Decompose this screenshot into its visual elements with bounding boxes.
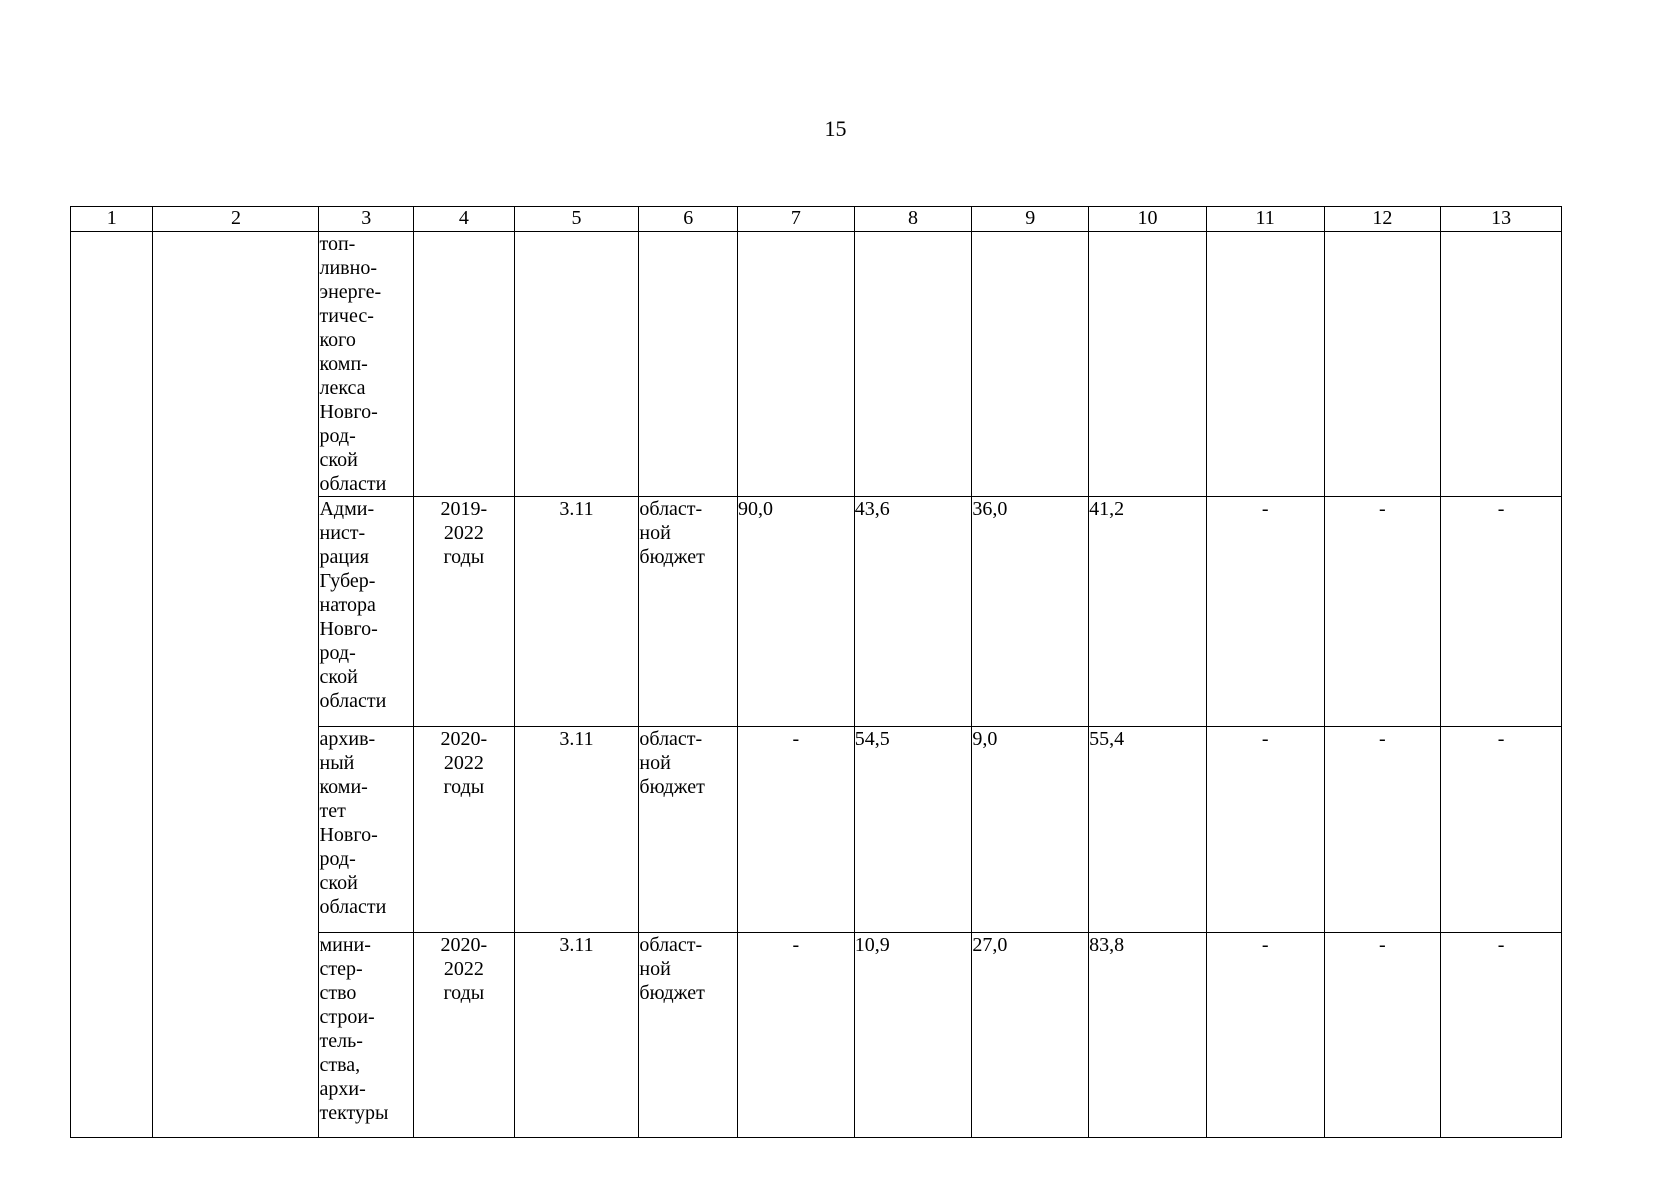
value-cell-11: - (1206, 497, 1324, 727)
cell-text-line: 2020- (440, 934, 488, 956)
executor-cell (319, 727, 414, 933)
value-cell-9: 36,0 (972, 497, 1089, 727)
executor-text (319, 727, 413, 919)
cell-text-line: мини- (319, 934, 371, 956)
source-text (639, 497, 737, 569)
term-text (414, 933, 514, 1005)
cell-text-line: строи- (319, 1006, 375, 1028)
value-cell-8: 10,9 (854, 933, 972, 1138)
value-cell-12: - (1324, 497, 1441, 727)
cell-text-line: ской (319, 872, 358, 894)
cell-text-line: ной (639, 752, 671, 774)
value-cell-10: 83,8 (1089, 933, 1207, 1138)
cell-text-line: тичес- (319, 305, 374, 327)
cell-text-line: Новго- (319, 824, 378, 846)
cell-text-line: област- (639, 498, 703, 520)
cell-text-line: 2022 (443, 958, 484, 980)
cell-text-line: 2020- (440, 728, 488, 750)
term-text (414, 497, 514, 569)
cell-text-line: род- (319, 642, 356, 664)
cell-text-line: натора (319, 594, 376, 616)
cell-text-line: област- (639, 728, 703, 750)
cell-text-line: ской (319, 666, 358, 688)
cell-text-line: Новго- (319, 618, 378, 640)
cell-text-line: ской (319, 449, 358, 471)
column-header: 12 (1324, 207, 1441, 232)
source-cell (639, 727, 738, 933)
column-header: 11 (1206, 207, 1324, 232)
column-header: 8 (854, 207, 972, 232)
term-cell (414, 232, 515, 497)
cell-col-1 (71, 232, 153, 1138)
cell-text-line: рация (319, 546, 369, 568)
cell-text-line: энерге- (319, 281, 382, 303)
value-cell-8 (854, 232, 972, 497)
cell-text-line: Губер- (319, 570, 376, 592)
indicator-cell: 3.11 (514, 933, 639, 1138)
executor-text (319, 497, 413, 713)
column-header: 13 (1441, 207, 1562, 232)
value-cell-12: - (1324, 933, 1441, 1138)
column-header: 9 (972, 207, 1089, 232)
cell-text-line: ство (319, 982, 357, 1004)
cell-text-line: област- (639, 934, 703, 956)
value-cell-11 (1206, 232, 1324, 497)
cell-text-line: архи- (319, 1078, 366, 1100)
value-cell-13: - (1441, 727, 1562, 933)
program-table (70, 206, 1562, 1138)
source-text (639, 727, 737, 799)
header-row (71, 207, 1562, 232)
cell-text-line: кого (319, 329, 356, 351)
executor-cell (319, 232, 414, 497)
column-header: 3 (319, 207, 414, 232)
cell-text-line: ной (639, 958, 671, 980)
source-cell (639, 232, 738, 497)
executor-text (319, 933, 413, 1125)
indicator-cell (514, 232, 639, 497)
executor-text (319, 232, 413, 496)
cell-text-line: род- (319, 848, 356, 870)
value-cell-13 (1441, 232, 1562, 497)
cell-text-line: архив- (319, 728, 376, 750)
source-cell (639, 497, 738, 727)
value-cell-9 (972, 232, 1089, 497)
value-cell-8: 54,5 (854, 727, 972, 933)
cell-text-line: 2019- (440, 498, 488, 520)
cell-text-line: тектуры (319, 1102, 389, 1124)
cell-text-line: лекса (319, 377, 366, 399)
cell-text-line: годы (443, 776, 485, 798)
cell-text-line: тель- (319, 1030, 363, 1052)
cell-text-line: области (319, 896, 387, 918)
value-cell-11: - (1206, 933, 1324, 1138)
source-cell (639, 933, 738, 1138)
cell-text-line: тет (319, 800, 346, 822)
cell-text-line: ливно- (319, 257, 377, 279)
value-cell-10: 41,2 (1089, 497, 1207, 727)
cell-text-line: коми- (319, 776, 368, 798)
value-cell-11: - (1206, 727, 1324, 933)
column-header: 1 (71, 207, 153, 232)
cell-col-2 (153, 232, 319, 1138)
term-text (414, 727, 514, 799)
value-cell-12: - (1324, 727, 1441, 933)
executor-cell (319, 497, 414, 727)
value-cell-7: - (737, 933, 854, 1138)
cell-text-line: бюджет (639, 776, 705, 798)
cell-text-line: бюджет (639, 546, 705, 568)
cell-text-line: бюджет (639, 982, 705, 1004)
term-cell (414, 727, 515, 933)
column-header: 2 (153, 207, 319, 232)
cell-text-line: род- (319, 425, 356, 447)
column-header: 4 (414, 207, 515, 232)
cell-text-line: 2022 (443, 752, 484, 774)
indicator-cell: 3.11 (514, 497, 639, 727)
cell-text-line: ства, (319, 1054, 361, 1076)
cell-text-line: ный (319, 752, 355, 774)
column-header: 7 (737, 207, 854, 232)
page-number: 15 (824, 116, 847, 141)
column-header: 6 (639, 207, 738, 232)
cell-text-line: 2022 (443, 522, 484, 544)
source-text (639, 933, 737, 1005)
value-cell-10 (1089, 232, 1207, 497)
term-cell (414, 497, 515, 727)
value-cell-8: 43,6 (854, 497, 972, 727)
column-header: 10 (1089, 207, 1207, 232)
value-cell-10: 55,4 (1089, 727, 1207, 933)
cell-text-line: Новго- (319, 401, 378, 423)
cell-text-line: Адми- (319, 498, 375, 520)
value-cell-13: - (1441, 933, 1562, 1138)
executor-cell (319, 933, 414, 1138)
table-row (71, 232, 1562, 497)
cell-text-line: области (319, 473, 387, 495)
value-cell-9: 9,0 (972, 727, 1089, 933)
cell-text-line: области (319, 690, 387, 712)
indicator-cell: 3.11 (514, 727, 639, 933)
column-header: 5 (514, 207, 639, 232)
cell-text-line: ной (639, 522, 671, 544)
cell-text-line: годы (443, 546, 485, 568)
cell-text-line: нист- (319, 522, 366, 544)
value-cell-7: 90,0 (737, 497, 854, 727)
cell-text-line: стер- (319, 958, 363, 980)
value-cell-7: - (737, 727, 854, 933)
value-cell-12 (1324, 232, 1441, 497)
value-cell-9: 27,0 (972, 933, 1089, 1138)
value-cell-13: - (1441, 497, 1562, 727)
cell-text-line: годы (443, 982, 485, 1004)
term-cell (414, 933, 515, 1138)
value-cell-7 (737, 232, 854, 497)
cell-text-line: комп- (319, 353, 368, 375)
cell-text-line: топ- (319, 233, 356, 255)
